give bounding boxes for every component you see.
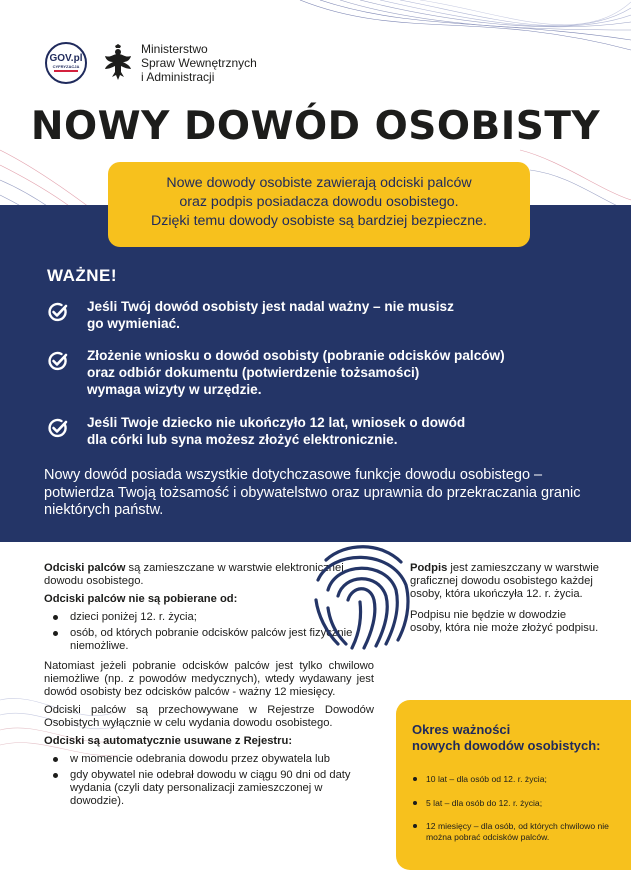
intro-line-3: Dzięki temu dowody osobiste są bardziej bezpieczne. (151, 213, 487, 229)
ministry-line-3: i Administracji (141, 70, 215, 84)
point-line: Złożenie wniosku o dowód osobisty (pobranie odcisków palców) (87, 348, 505, 363)
ministry-line-1: Ministerstwo (141, 42, 208, 56)
gov-logo-text: GOV.pl (49, 53, 83, 64)
page-title: NOWY DOWÓD OSOBISTY (30, 104, 601, 149)
validity-list (412, 774, 621, 842)
ministry-line-2: Spraw Wewnętrznych (141, 56, 257, 70)
check-circle-icon (47, 417, 69, 439)
list-item (412, 774, 621, 785)
list-item-text: w momencie odebrania dowodu przez obywatela lub (70, 753, 330, 765)
header (45, 42, 257, 84)
bullet-icon (413, 824, 417, 828)
registry-paragraph: Odciski palców są przechowywane w Rejestrze Dowodów Osobistych wyłącznie w celu wydania dowodu osobistego. (44, 704, 374, 729)
list-item-text: 12 miesięcy – dla osób, od których chwilowo nie można pobrać odcisków palców. (426, 821, 609, 842)
bullet-icon (53, 773, 58, 778)
important-point (47, 347, 505, 398)
signature-column (410, 562, 600, 643)
fingerprint-icon (306, 540, 416, 652)
not-collected-heading: Odciski palców nie są pobierane od: (44, 593, 238, 605)
important-point (47, 414, 465, 448)
validity-box (396, 700, 631, 870)
functions-paragraph: Nowy dowód posiada wszystkie dotychczasowe funkcje dowodu osobistego – potwierdza Twoją tożsamość i obywatelstwo oraz uprawnia do przekraczania granic niektórych państw. (44, 467, 581, 518)
bullet-icon (53, 757, 58, 762)
validity-title (412, 722, 621, 754)
intro-box (108, 162, 530, 247)
intro-line-2: oraz podpis posiadacza dowodu osobistego. (179, 194, 459, 210)
gov-logo-subtext: CYFRYZACJA (52, 64, 80, 69)
list-item-text: 10 lat – dla osób od 12. r. życia; (426, 774, 547, 784)
signature-intro-rest: jest zamieszczany w warstwie graficznej dowodu osobistego każdej osoby, która ukończyła 12. r. życia. (410, 562, 599, 600)
important-heading: WAŻNE! (47, 266, 118, 285)
check-circle-icon (47, 350, 69, 372)
temporary-paragraph: Natomiast jeżeli pobranie odcisków palców jest tylko chwilowo niemożliwe (np. z powodów medycznych), wtedy wydawany jest dowód osobisty bez odcisków palców - ważny 12 miesięcy. (44, 660, 374, 698)
removed-list (44, 753, 374, 808)
signature-intro (410, 562, 600, 601)
list-item (412, 798, 621, 809)
list-item-text: gdy obywatel nie odebrał dowodu w ciągu 90 dni od daty wydania (czyli daty personalizacji zamieszczonej w dowodzie). (70, 769, 351, 807)
list-item-text: osób, od których pobranie odcisków palców jest fizycznie niemożliwe. (70, 627, 353, 652)
eagle-emblem-icon (103, 44, 133, 82)
important-point (47, 298, 454, 332)
no-signature-paragraph: Podpisu nie będzie w dowodzie osoby, która nie może złożyć podpisu. (410, 609, 599, 634)
list-item-text: dzieci poniżej 12. r. życia; (70, 611, 197, 623)
ministry-name (141, 42, 257, 84)
check-circle-icon (47, 301, 69, 323)
bullet-icon (53, 615, 58, 620)
bullet-icon (413, 801, 417, 805)
removed-heading: Odciski są automatycznie usuwane z Rejestru: (44, 735, 293, 747)
bullet-icon (53, 631, 58, 636)
point-line: wymaga wizyty w urzędzie. (87, 382, 262, 397)
intro-line-1: Nowe dowody osobiste zawierają odciski palców (166, 175, 472, 191)
list-item (44, 769, 374, 808)
signature-intro-bold: Podpis (410, 562, 448, 574)
point-line: oraz odbiór dokumentu (potwierdzenie tożsamości) (87, 365, 420, 380)
gov-logo-bar (54, 70, 78, 72)
fingerprints-intro-bold: Odciski palców (44, 562, 126, 574)
fingerprints-intro-rest: są zamieszczane w warstwie elektronicznej dowodu osobistego. (44, 562, 344, 587)
point-line: dla córki lub syna możesz złożyć elektronicznie. (87, 432, 398, 447)
validity-title-line-2: nowych dowodów osobistych: (412, 738, 601, 753)
list-item (44, 753, 374, 766)
point-line: Jeśli Twój dowód osobisty jest nadal ważny – nie musisz (87, 299, 454, 314)
list-item (412, 821, 621, 842)
validity-title-line-1: Okres ważności (412, 722, 511, 737)
list-item-text: 5 lat – dla osób do 12. r. życia; (426, 797, 543, 808)
point-line: Jeśli Twoje dziecko nie ukończyło 12 lat, wniosek o dowód (87, 415, 466, 430)
bullet-icon (413, 777, 417, 781)
gov-pl-logo[interactable] (45, 42, 87, 84)
point-line: go wymieniać. (87, 316, 180, 331)
